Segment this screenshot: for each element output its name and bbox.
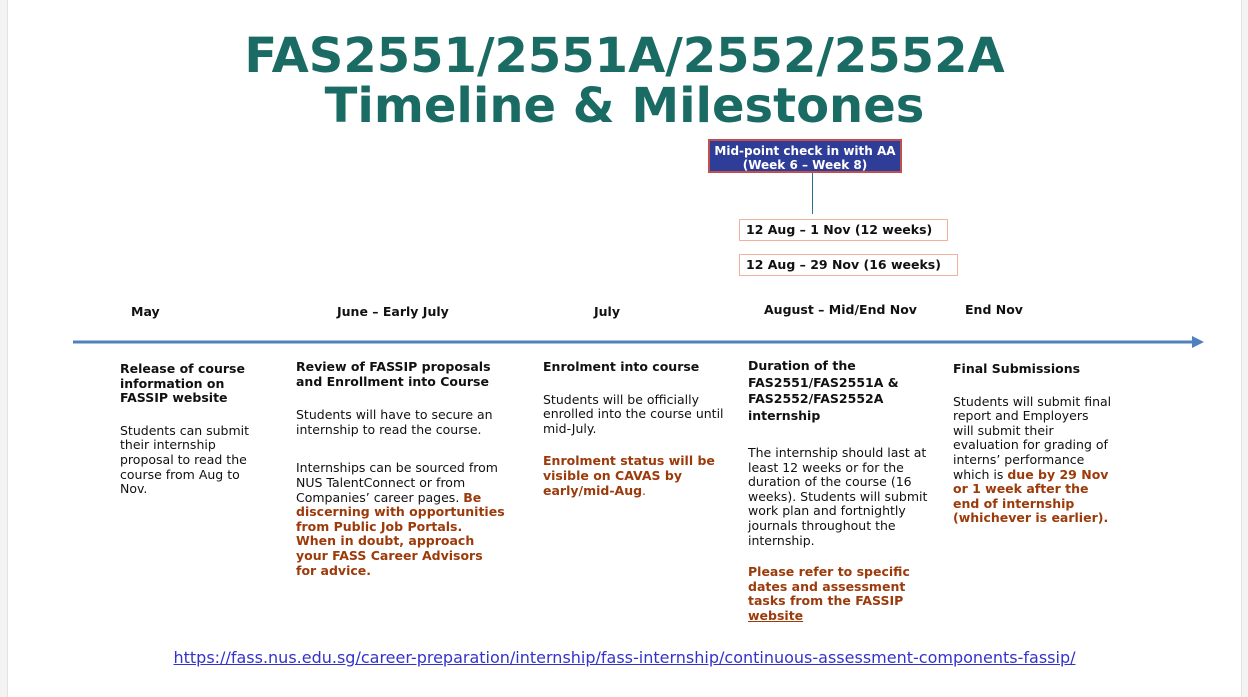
period-june: June – Early July xyxy=(337,304,449,319)
july-highlight-para: Enrolment status will be visible on CAVAS by early/mid-Aug. xyxy=(543,453,715,498)
midpoint-connector xyxy=(812,173,813,214)
midpoint-box xyxy=(708,139,902,173)
end-text: Students will submit final report and Employers will submit their evaluation for grading of interns’ performance which is due by 29 Nov or 1 week after the end of internship (whichever is earlier). xyxy=(953,393,1112,526)
fass-url-link[interactable]: https://fass.nus.edu.sg/career-preparation/internship/fass-internship/continuous-assessment-components-fassip/ xyxy=(173,648,1076,667)
aug-highlight: Please refer to specific dates and assessment tasks from the FASSIP xyxy=(748,564,910,609)
june-text-1: Students will have to secure an internship to read the course. xyxy=(296,407,493,437)
july-highlight: Enrolment status will be visible on CAVAS by early/mid-Aug xyxy=(543,453,715,498)
july-text: Students will be officially enrolled into the course until mid-July. xyxy=(543,391,724,436)
slide xyxy=(7,0,1242,697)
column-end-nov xyxy=(953,362,1113,526)
midpoint-line-2: (Week 6 – Week 8) xyxy=(742,158,868,172)
title-line-1: FAS2551/2551A/2552/2552A xyxy=(244,28,1005,84)
period-aug: August – Mid/End Nov xyxy=(764,302,917,317)
may-text: Students can submit their internship proposal to read the course from Aug to Nov. xyxy=(120,422,250,497)
period-end-nov: End Nov xyxy=(965,302,1023,317)
aug-highlight-para xyxy=(748,565,943,623)
june-heading: Review of FASSIP proposals and Enrollment into Course xyxy=(296,359,491,389)
column-august xyxy=(748,358,943,624)
july-heading: Enrolment into course xyxy=(543,359,700,374)
aug-text: The internship should last at least 12 weeks or for the duration of the course (16 weeks). Students will submit work plan and fortnightly journals throughout the internship. xyxy=(748,445,928,548)
timeline-arrowhead xyxy=(1192,336,1204,348)
title-line-2: Timeline & Milestones xyxy=(324,78,925,134)
fassip-website-link[interactable]: website xyxy=(748,607,804,623)
period-may: May xyxy=(131,304,160,319)
may-heading: Release of course information on FASSIP website xyxy=(120,361,245,406)
end-highlight: due by 29 Nov or 1 week after the end of internship (whichever is earlier) xyxy=(953,466,1109,526)
column-july xyxy=(543,360,728,498)
timeline-arrow xyxy=(68,334,1208,350)
aug-heading: Duration of the FAS2551/FAS2551A & FAS2552/FAS2552A internship xyxy=(748,358,899,423)
duration-box-12-weeks: 12 Aug – 1 Nov (12 weeks) xyxy=(739,219,948,241)
column-may xyxy=(120,362,255,497)
period-july: July xyxy=(594,304,620,319)
june-text-2: Internships can be sourced from NUS TalentConnect or from Companies’ career pages. Be discerning with opportunities from Public Job Portals. When in doubt, approach your FASS Career Advisors for advice. xyxy=(296,460,505,578)
midpoint-line-1: Mid-point check in with AA xyxy=(714,144,896,158)
column-june xyxy=(296,360,506,578)
end-heading: Final Submissions xyxy=(953,361,1081,376)
june-highlight: Be discerning with opportunities from Public Job Portals. When in doubt, approach your FASS Career Advisors for advice. xyxy=(296,489,505,578)
duration-box-16-weeks: 12 Aug – 29 Nov (16 weeks) xyxy=(739,254,958,276)
